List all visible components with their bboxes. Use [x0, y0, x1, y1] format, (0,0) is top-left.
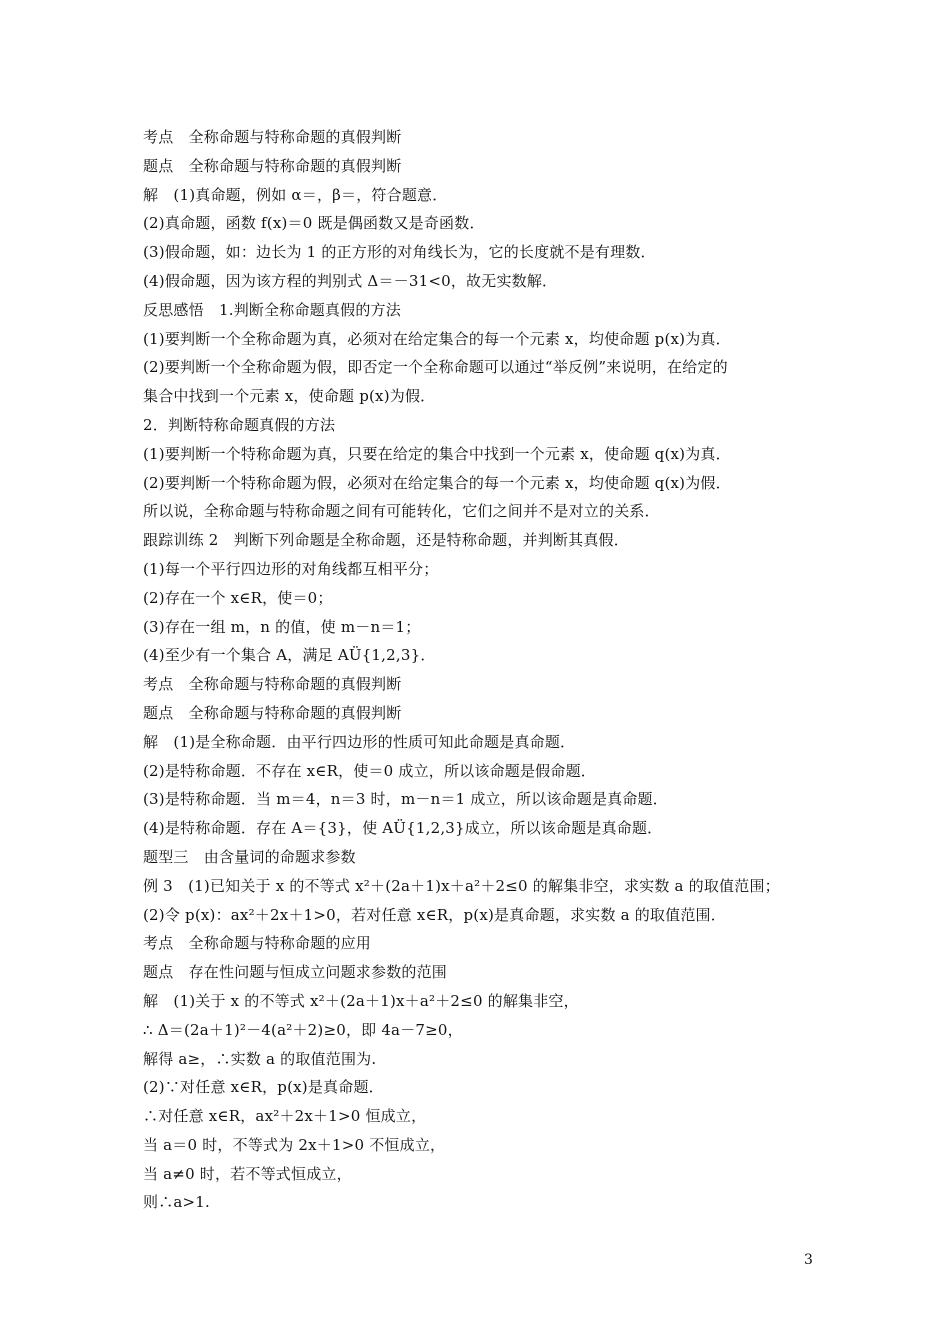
- document-body: [143, 123, 823, 1217]
- text-line: 题点 全称命题与特称命题的真假判断: [143, 156, 402, 175]
- text-line: (2)要判断一个特称命题为假，必须对在给定集合的每一个元素 x，均使命题 q(x)为假．: [143, 473, 731, 492]
- text-line: 跟踪训练 2 判断下列命题是全称命题，还是特称命题，并判断其真假．: [143, 531, 629, 550]
- text-line: (2)要判断一个全称命题为假，即否定一个全称命题可以通过“举反例”来说明，在给定的: [143, 358, 728, 377]
- text-line: (3)存在一组 m，n 的值，使 m－n＝1；: [143, 617, 421, 636]
- page-number: 3: [804, 1252, 813, 1268]
- text-line: 所以说，全称命题与特称命题之间有可能转化，它们之间并不是对立的关系．: [143, 502, 660, 521]
- text-line: (2)∵对任意 x∈R，p(x)是真命题．: [143, 1078, 384, 1097]
- text-line: (1)要判断一个特称命题为真，只要在给定的集合中找到一个元素 x，使命题 q(x)为真．: [143, 444, 731, 463]
- text-line: (3)假命题，如：边长为 1 的正方形的对角线长为，它的长度就不是有理数．: [143, 243, 656, 262]
- text-line: (1)每一个平行四边形的对角线都互相平分；: [143, 559, 439, 578]
- text-line: 考点 全称命题与特称命题的真假判断: [143, 128, 402, 146]
- text-line: 题型三 由含量词的命题求参数: [143, 847, 356, 866]
- text-line: 则∴a>1.: [143, 1193, 211, 1212]
- text-line: ∴对任意 x∈R，ax²＋2x＋1>0 恒成立，: [143, 1107, 427, 1126]
- text-line: 2．判断特称命题真假的方法: [143, 415, 336, 434]
- text-line: (3)是特称命题．当 m＝4，n＝3 时，m－n＝1 成立，所以该命题是真命题．: [143, 790, 668, 809]
- text-line: (2)存在一个 x∈R，使＝0；: [143, 588, 333, 607]
- text-line: 反思感悟 1.判断全称命题真假的方法: [143, 300, 401, 319]
- text-line: 考点 全称命题与特称命题的真假判断: [143, 675, 402, 694]
- text-line: 当 a＝0 时，不等式为 2x＋1>0 不恒成立，: [143, 1135, 446, 1154]
- text-line: 例 3 (1)已知关于 x 的不等式 x²＋(2a＋1)x＋a²＋2≤0 的解集非空，求实数 a 的取值范围；: [143, 876, 780, 895]
- text-line: (1)要判断一个全称命题为真，必须对在给定集合的每一个元素 x，均使命题 p(x)为真．: [143, 329, 731, 348]
- text-line: (2)令 p(x)：ax²＋2x＋1>0，若对任意 x∈R，p(x)是真命题，求实数 a 的取值范围．: [143, 905, 726, 924]
- text-line: 解 (1)真命题，例如 α＝，β＝，符合题意．: [143, 185, 448, 204]
- text-line: 集合中找到一个元素 x，使命题 p(x)为假．: [143, 387, 436, 406]
- text-line: ∴ Δ＝(2a＋1)²－4(a²＋2)≥0，即 4a－7≥0，: [143, 1020, 463, 1039]
- text-line: 解得 a≥，∴实数 a 的取值范围为.: [143, 1049, 377, 1068]
- text-line: (2)是特称命题．不存在 x∈R，使＝0 成立，所以该命题是假命题．: [143, 761, 596, 780]
- text-line: 解 (1)是全称命题．由平行四边形的性质可知此命题是真命题．: [143, 732, 576, 751]
- text-line: 考点 全称命题与特称命题的应用: [143, 934, 372, 953]
- text-line: (4)至少有一个集合 A，满足 AÜ{1,2,3}．: [143, 646, 436, 665]
- text-line: 题点 全称命题与特称命题的真假判断: [143, 703, 402, 722]
- text-line: 当 a≠0 时，若不等式恒成立，: [143, 1164, 352, 1183]
- text-line: (4)假命题，因为该方程的判别式 Δ＝－31<0，故无实数解．: [143, 271, 558, 290]
- text-line: (4)是特称命题．存在 A＝{3}，使 AÜ{1,2,3}成立，所以该命题是真命题．: [143, 819, 663, 838]
- text-line: 解 (1)关于 x 的不等式 x²＋(2a＋1)x＋a²＋2≤0 的解集非空，: [143, 991, 579, 1010]
- text-line: (2)真命题，函数 f(x)＝0 既是偶函数又是奇函数．: [143, 214, 485, 233]
- text-line: 题点 存在性问题与恒成立问题求参数的范围: [143, 963, 448, 982]
